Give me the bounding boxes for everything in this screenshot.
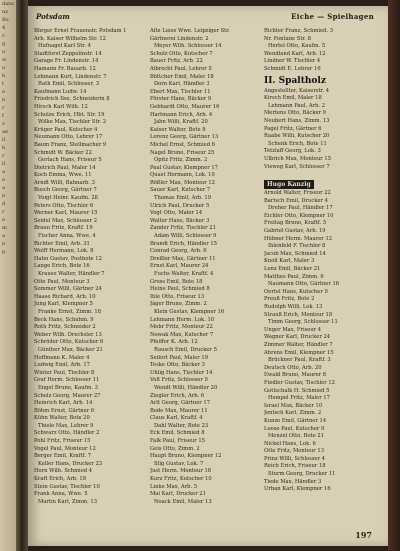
directory-entry: Noack Emil, Maler 13 — [154, 498, 212, 505]
directory-entry: Sturm Georg, Drucker 11 — [268, 471, 336, 478]
header-right: Eiche — Spielhagen — [291, 12, 374, 21]
directory-entry: Stein Gustav, Tischler 10 — [34, 483, 100, 490]
column-1 — [34, 28, 146, 528]
directory-entry: Schulz Otto, Kutscher 7 — [150, 50, 213, 57]
directory-entry: Heine Paul, Schmied 8 — [150, 286, 210, 293]
directory-entry: Lenz Emil, Bäcker 21 — [264, 266, 321, 273]
directory-entry: Garage Fr. Lindenstr. 14 — [34, 58, 99, 65]
directory-entry: Dahl Walter, Bote 23 — [154, 422, 209, 429]
directory-entry: Nickel Hans, Lok. 6 — [264, 440, 316, 447]
directory-entry: Claus Karl, Kraftf. 4 — [150, 415, 203, 422]
directory-entry: Meyer Wilh. Schlosser 14 — [154, 43, 222, 50]
directory-entry: Fiedler Gustav, Tischler 12 — [264, 379, 335, 386]
directory-entry: Reich Erich, Friseur 18 — [264, 463, 326, 470]
directory-entry: Scholz Georg, Maurer 27 — [34, 392, 101, 399]
directory-entry: Sommer Willi, Gärtner 24 — [34, 286, 102, 293]
directory-entry: Klein Gustav, Klempner 16 — [154, 308, 225, 315]
directory-entry: Schulze Erich, Hbt. Str. 19 — [34, 111, 105, 118]
directory-entry: Mai Karl, Drucker 21 — [150, 491, 206, 498]
directory-entry: Franke Ernst, Zimm. 18 — [38, 308, 102, 315]
directory-entry: Haase Richard, Arb. 10 — [34, 293, 96, 300]
directory-entry: Zander Fritz, Tischler 21 — [150, 225, 216, 232]
left-page-fragment: t — [2, 81, 5, 87]
directory-entry: Fischer Anna, Wwe. 4 — [38, 233, 96, 240]
directory-entry: Lorenz Georg, Gärtner 13 — [150, 134, 219, 141]
directory-entry: Freitag Bruno, Kraftf. 5 — [264, 220, 327, 227]
directory-entry: Gärtnerei Lindenstr. 2 — [150, 35, 209, 42]
header-left: Potsdam — [36, 12, 70, 21]
directory-entry: Hahn Gustav, Postbote 12 — [34, 255, 102, 262]
left-page-fragment: r — [2, 209, 5, 215]
directory-entry: Dorn Karl, Händler 3 — [154, 81, 210, 88]
directory-entry: Just Herm. Monteur 18 — [150, 468, 212, 475]
directory-entry: Brückner Paul, Kraftf. 3 — [268, 357, 331, 364]
directory-entry: Thiele Max, Lehrer 9 — [38, 422, 94, 429]
directory-entry: Urban Karl, Klempner 16 — [264, 486, 331, 493]
directory-entry: Timm Georg, Schlosser 11 — [268, 319, 338, 326]
directory-entry: Hertel Otto, Kaufm. 5 — [268, 43, 326, 50]
directory-entry: Ziegler Erich, Arb. 6 — [150, 392, 205, 399]
directory-entry: Hartmann Erich, Arb. 4 — [150, 111, 213, 118]
directory-entry: Quast Hermann, Lok. 10 — [150, 172, 215, 179]
directory-entry: Jäger Bruno, Zimm. 2 — [150, 301, 207, 308]
directory-entry: Menzel Otto, Bote 21 — [268, 433, 325, 440]
left-page-fragment: g — [2, 41, 6, 47]
left-page-fragment: ll — [2, 161, 6, 167]
directory-entry: Matthes Paul, Zimm. 6 — [264, 273, 324, 280]
book-cover-edge — [388, 0, 400, 551]
directory-entry: Beck Hans, Schuhm. 9 — [34, 316, 94, 323]
directory-entry: Böhm Ernst, Gärtner 6 — [34, 407, 95, 414]
directory-entry: Israel Max, Bäcker 10 — [264, 402, 323, 409]
directory-entry: Krause Walter, Händler 7 — [38, 271, 105, 277]
directory-entry: Loose Paul, Kutscher 9 — [264, 425, 325, 432]
directory-entry: Böttcher Emil, Maler 18 — [150, 73, 214, 80]
directory-entry: Uhlig Hans, Tischler 14 — [150, 369, 213, 376]
directory-entry: Kaiser Walter, Bote 8 — [150, 126, 206, 133]
directory-entry: Gottschalk H. Schmied 5 — [264, 387, 330, 394]
directory-entry: Opitz Fritz, Zimm. 2 — [154, 157, 208, 164]
directory-entry: Otte Fritz, Monteur 13 — [264, 448, 324, 455]
directory-entry: Vogel Paul, Monteur 12 — [34, 445, 96, 452]
directory-entry: Mohr Fritz, Monteur 22 — [150, 324, 213, 331]
directory-entry: Eichler Otto, Klempner 10 — [264, 212, 334, 219]
directory-entry: Braun Fritz, Kraftf. 19 — [34, 225, 93, 232]
directory-entry: Schenk Erich, Bote 11 — [268, 140, 327, 147]
directory-entry: Lange Erich, Bote 16 — [34, 263, 90, 270]
left-page-fragment: u — [2, 49, 6, 55]
directory-entry: Knoll Karl, Maler 3 — [264, 258, 315, 265]
directory-entry: Hirsch Karl Wilh. 12 — [34, 103, 88, 110]
left-page-fragment: 4 — [2, 25, 6, 31]
directory-entry: Seidel Max, Schlosser 2 — [34, 217, 98, 224]
left-page-fragment: a — [2, 185, 5, 191]
directory-entry: Wendland Karl, Arb. 12 — [264, 50, 326, 57]
left-page-fragment: h — [2, 73, 6, 79]
directory-entry: Keller Hans, Drucker 23 — [38, 460, 103, 467]
left-page-fragment: u — [2, 65, 6, 71]
directory-entry: Walter Hans, Bäcker 3 — [150, 217, 210, 224]
directory-entry: Jahn Willi, Kraftf. 20 — [154, 119, 208, 126]
left-page-fragment: a — [2, 169, 5, 175]
directory-entry: Vieweg Karl, Schlosser 7 — [264, 163, 330, 170]
directory-entry: Bauer Fritz, Arb. 22 — [150, 58, 203, 65]
directory-entry: Dreher Paul, Händler 17 — [268, 205, 333, 212]
boxed-heading: Hugo Kanzig — [264, 180, 314, 189]
directory-entry: Gross Emil, Bote 18 — [150, 278, 203, 285]
directory-entry: Berger Emil, Kraftf. 7 — [34, 453, 91, 460]
left-page-fragment: h — [2, 145, 6, 151]
directory-entry: Jacob Max, Schmied 14 — [264, 250, 326, 257]
directory-entry: Peters Otto, Tischler 6 — [34, 202, 94, 209]
directory-entry: Werner Karl, Maurer 15 — [34, 210, 98, 217]
directory-entry: Graf Herm. Schlosser 11 — [34, 377, 100, 384]
directory-entry: Winter Paul, Tischler 8 — [34, 369, 95, 376]
directory-entry: Bürger Ernst Frauenstr. Potsdam 1 — [34, 28, 127, 34]
directory-entry: Engel Bruno, Kaufm. 3 — [38, 384, 98, 391]
left-page-fragment: Bo — [2, 17, 9, 23]
directory-entry: Heinrich Karl, Arb. 14 — [34, 400, 93, 407]
directory-entry: Nagel Bruno, Friseur 25 — [150, 149, 215, 156]
directory-entry: Lindner W. Tischler 4 — [264, 58, 321, 65]
book-gutter — [16, 0, 28, 551]
directory-entry: Wolff Hermann, Lok. 8 — [34, 248, 94, 255]
directory-entry: Wagner Karl, Drucker 24 — [264, 334, 331, 341]
left-page-fragment: z — [2, 121, 5, 127]
directory-entry: Krüger Paul, Kutscher 4 — [34, 126, 98, 133]
directory-entry: Gebhardt Otto, Maurer 16 — [150, 103, 220, 110]
directory-entry: Arndt Willi, Bahnarb. 3 — [34, 179, 95, 186]
directory-entry: Oertel Hans, Kutscher 9 — [264, 288, 328, 295]
directory-entry: Voß Fritz, Schlosser 9 — [150, 377, 208, 384]
directory-entry: Ewald Bruno, Maurer 8 — [264, 372, 327, 379]
directory-entry: Bartsch Emil, Drucker 4 — [264, 197, 328, 204]
directory-entry: Lehmann Kurt, Lindenstr. 7 — [34, 73, 107, 80]
directory-entry: Rath Emil, Schlosser, 3 — [38, 81, 99, 88]
left-page-fragment: r. — [2, 33, 6, 39]
directory-entry: Thomas Emil, Arb. 19 — [154, 195, 212, 202]
directory-entry: Zimmer Walter, Händler 7 — [264, 341, 333, 348]
directory-entry: Strauß Erich, Monteur 18 — [264, 311, 333, 318]
directory-entry: Vogt Otto, Maler 14 — [150, 210, 203, 217]
left-page-fragment: p — [2, 249, 6, 255]
directory-entry: Nowak Max, Kutscher 7 — [150, 331, 214, 338]
directory-entry: Hübner Herm. Maurer 12 — [264, 235, 333, 242]
directory-entry: Fuchs Walter, Kraftf. 4 — [154, 271, 214, 277]
directory-entry: Adam Willi, Schlosser 9 — [154, 233, 217, 240]
directory-entry: Hoffmann K. Maler 4 — [34, 354, 90, 361]
directory-entry: Hempel Fritz, Maler 17 — [268, 395, 330, 402]
directory-entry: Michel Ernst, Schmied 6 — [150, 141, 215, 148]
directory-entry: Falk Paul, Friseur 15 — [150, 438, 205, 445]
directory-entry: Kraft Erich, Arb. 18 — [34, 476, 87, 483]
left-page-fragment: a — [2, 233, 5, 239]
left-page-fragment: r — [2, 153, 5, 159]
directory-entry: Richter Emil, Arb. 31 — [34, 240, 90, 247]
page-header — [28, 10, 388, 24]
directory-entry: Roth Fritz, Schneider 2 — [34, 324, 96, 331]
directory-entry: Richter Franz, Schmied. 3 — [264, 28, 334, 34]
directory-entry: Arlt Georg, Gärtner 17 — [150, 400, 210, 407]
directory-entry: Wendt Willi, Händler 20 — [154, 384, 218, 391]
directory-entry: Dreßler Max, Gärtner 11 — [150, 255, 216, 262]
directory-entry: Voigt Heinr. Kaufm. 28 — [38, 195, 98, 202]
directory-entry: Martin Karl, Zimm. 13 — [38, 498, 98, 505]
directory-entry: Ahrens Emil, Klempner 15 — [264, 349, 334, 356]
left-page-fragment: ae — [2, 129, 8, 135]
directory-entry: Schmidt W. Bäcker 22 — [34, 149, 92, 156]
directory-entry: Pohl Fritz, Friseur 15 — [34, 438, 91, 445]
directory-entry: Hamann Fr. Bauarb. 12 — [34, 65, 96, 72]
directory-entry: Brandt Erich, Händler 15 — [150, 240, 217, 247]
column-3 — [264, 28, 382, 528]
directory-entry: Pagel Fritz, Gärtner 6 — [264, 125, 322, 132]
directory-page — [28, 6, 388, 546]
directory-entry: Baum Franz, Stellmacher 9 — [34, 141, 107, 148]
left-page-fragment: nz — [2, 9, 8, 15]
directory-entry: Stadtforst Zeppelinstr. 14 — [34, 50, 102, 57]
left-page-fragment: n — [2, 193, 6, 199]
directory-entry: Arnold Walter, Friseur 22 — [264, 190, 331, 197]
directory-entry: Teske Otto, Bäcker 3 — [150, 362, 205, 369]
left-page-fragment: e — [2, 217, 5, 223]
directory-entry: Eck Emil, Schmied 8 — [150, 430, 205, 437]
directory-entry: Kurz Fritz, Kutscher 10 — [150, 476, 212, 483]
directory-entry: Schwarz Otto, Händler 2 — [34, 430, 100, 437]
directory-entry: Ihlenfeld F. Tischler 8 — [268, 243, 326, 250]
left-page-fragment: d — [2, 201, 6, 207]
directory-entry: Lehmann Herm. Lok. 10 — [150, 316, 215, 323]
directory-entry: Preuß Fritz, Bote 2 — [264, 296, 315, 303]
directory-entry: Linke Max, Arb. 5 — [150, 483, 198, 490]
directory-entry: Jung Karl, Klempner 5 — [34, 301, 93, 308]
directory-entry: Pfeiffer K. Arb. 12 — [150, 339, 198, 346]
directory-entry: Angestellter, Kaiserstr. 4 — [264, 87, 330, 94]
directory-entry: Neumann Otto, Lehrer 17 — [34, 134, 103, 141]
directory-entry: Raabe Willi, Kutscher 20 — [264, 133, 330, 140]
directory-entry: Kirsch Emil, Maler 18 — [264, 95, 322, 102]
directory-entry: Rudolph Willi, Lok. 13 — [264, 304, 323, 310]
left-page-fragment: r — [2, 105, 5, 111]
directory-entry: Mertens Otto, Bäcker 9 — [264, 110, 326, 117]
directory-entry: Albrecht Paul, Lehrer 5 — [150, 65, 212, 72]
directory-entry: Kühn Walter, Bote 20 — [34, 415, 90, 422]
left-page-fragment: e — [2, 89, 5, 95]
directory-entry: Ulrich Paul, Drucker 5 — [150, 202, 210, 209]
directory-entry: Kaufmann Ludw. 14 — [34, 88, 87, 95]
directory-entry: Ulbrich Max, Monteur 15 — [264, 155, 332, 162]
directory-entry: Sauer Karl, Kutscher 7 — [150, 187, 211, 194]
directory-entry: Deutsch Otto, Arb. 20 — [264, 364, 322, 371]
directory-entry: Schröder Otto, Kutscher 6 — [34, 339, 104, 346]
directory-entry: Ernst Karl, Maurer 24 — [150, 263, 209, 270]
directory-entry: Alte Luise Wwe. Leipziger Str. — [150, 28, 230, 34]
directory-entry: Ebert Max, Tischler 11 — [150, 88, 211, 95]
directory-entry: Günther Max, Bäcker 21 — [38, 346, 103, 353]
directory-entry: Friedrich Ilse, Schneiderin 8 — [34, 96, 110, 103]
directory-entry: Busch Georg, Gärtner 7 — [34, 187, 97, 194]
directory-entry: Weber Wilh. Drechsler 13 — [34, 331, 102, 338]
directory-entry: Dietrich Paul, Maler 14 — [34, 164, 96, 171]
directory-entry: Arb. Kaiser Wilhelm Str. 12 — [34, 35, 106, 42]
directory-entry: Lehmann Paul, Arb. 2 — [268, 102, 325, 109]
directory-entry: Gabriel Gustav, Arb. 19 — [264, 228, 326, 235]
directory-entry: Unger Max, Friseur 4 — [264, 326, 322, 333]
directory-entry: Naumann Otto, Gärtner 16 — [268, 281, 340, 288]
directory-entry: Haupt Bruno, Klempner 12 — [150, 453, 222, 460]
directory-entry: Frank Anna, Wwe. 5 — [34, 491, 88, 498]
page-number: 197 — [355, 530, 372, 540]
directory-entry: Wilke Max, Tischler Str. 2 — [38, 119, 107, 126]
directory-entry: Rößler Max, Monteur 12 — [150, 179, 215, 186]
directory-entry: Prinz Willi, Schlosser 4 — [264, 455, 325, 462]
directory-entry: Gerlach Hans, Friseur 5 — [38, 157, 102, 164]
directory-entry: Kunze Emil, Gärtner 14 — [264, 417, 327, 424]
directory-entry: Neubert Hans, Zimm. 13 — [264, 117, 330, 124]
directory-entry: Ihle Otto, Friseur 13 — [150, 293, 205, 300]
directory-entry: Paul Gustav, Klempner 17 — [150, 164, 218, 171]
left-page-fragment: dans — [2, 1, 14, 7]
left-page-fragment: ll — [2, 137, 6, 143]
left-page-fragment: w — [2, 57, 7, 63]
left-page-fragment: n — [2, 97, 6, 103]
directory-entry: Illig Gustav, Lok. 7 — [154, 460, 204, 467]
directory-entry: Conrad Georg, Arb. 6 — [150, 248, 207, 255]
left-page-fragment: n — [2, 241, 6, 247]
left-page-edge — [0, 0, 16, 551]
directory-entry: Tiede Max, Händler 3 — [264, 478, 322, 485]
directory-entry: Seifert Paul, Maler 19 — [150, 354, 208, 361]
directory-entry: Horn Wilh. Schmied 4 — [34, 468, 93, 475]
directory-entry: Schmidt E. Lehrer 16 — [264, 65, 321, 72]
column-2 — [150, 28, 260, 528]
directory-entry: Ludwig Emil, Arb. 17 — [34, 362, 90, 369]
directory-entry: Koch Emma, Wwe. 11 — [34, 172, 92, 179]
left-page-fragment: e — [2, 177, 5, 183]
left-page-fragment: m — [2, 225, 7, 231]
directory-entry: Rausch Emil, Drucker 5 — [154, 346, 217, 353]
left-page-fragment: f — [2, 113, 4, 119]
directory-entry: Jentsch Karl, Zimm. 2 — [264, 410, 322, 417]
directory-entry: Tetzlaff Georg, Lok. 3 — [264, 148, 321, 155]
directory-entry: Nr. Fontane Str. 8 — [264, 35, 311, 42]
directory-entry: Förster Hans, Bäcker 9 — [150, 96, 212, 103]
directory-entry: Geis Otto, Zimm. 2 — [150, 445, 200, 452]
directory-entry: Hufnagel Karl Str. 4 — [38, 43, 91, 50]
section-heading: II. Spaltholz — [264, 75, 326, 86]
directory-entry: Bode Max, Maurer 11 — [150, 407, 208, 414]
directory-entry: Otto Paul, Monteur 3 — [34, 278, 90, 285]
